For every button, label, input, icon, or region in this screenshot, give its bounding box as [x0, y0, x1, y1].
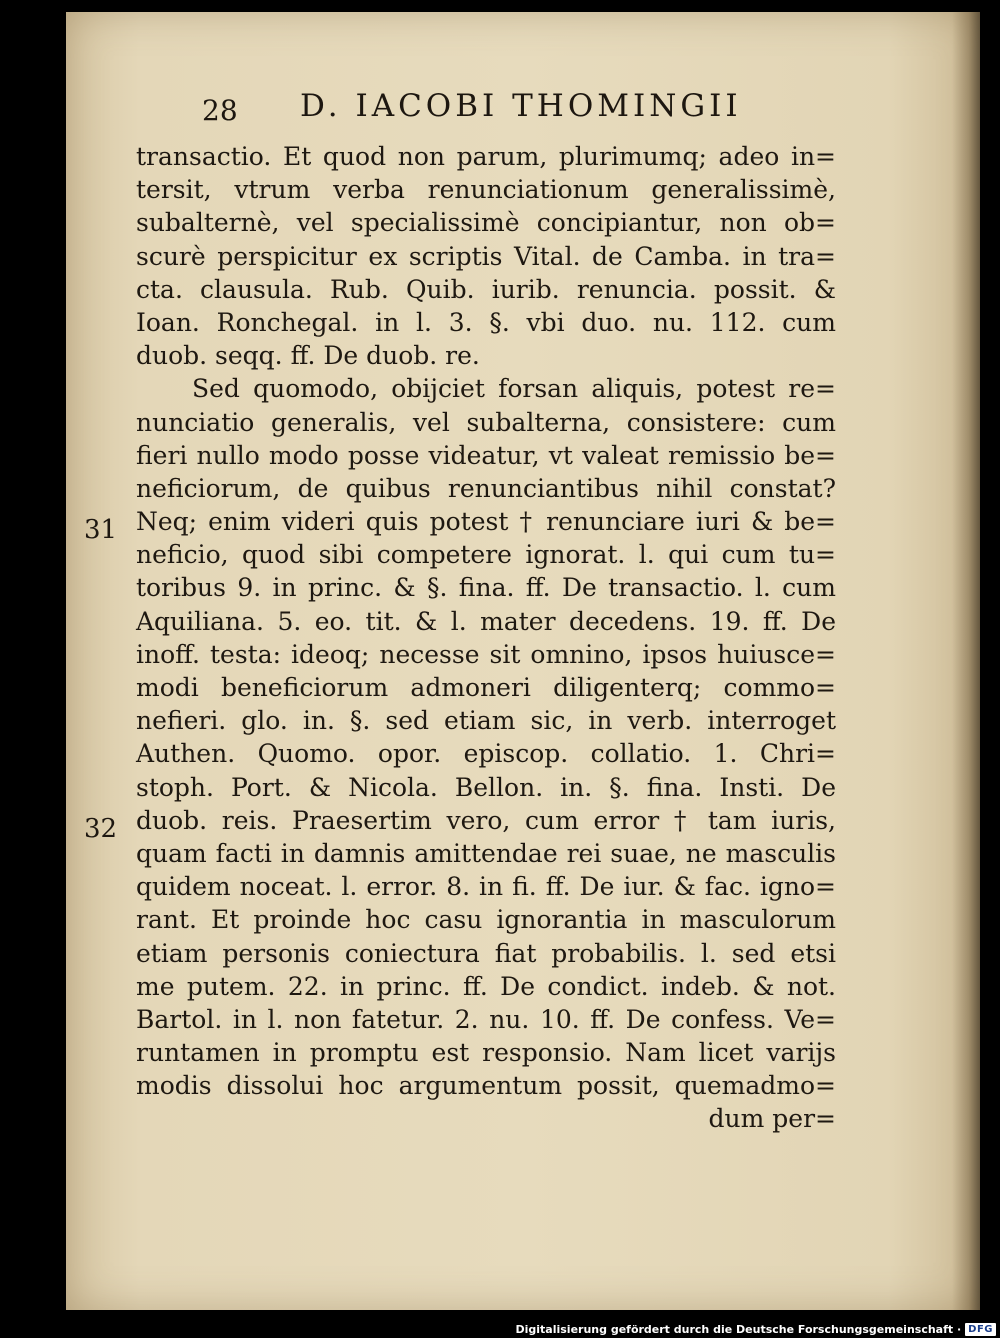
running-head: D. IACOBI THOMINGII [300, 88, 742, 124]
text-line: Sed quomodo, obijciet forsan aliquis, potest re= [192, 374, 836, 404]
text-line: Ioan. Ronchegal. in l. 3. §. vbi duo. nu. 112. cum [136, 307, 836, 337]
page-header [130, 88, 830, 132]
text-line: Authen. Quomo. opor. episcop. collatio. 1. Chri= [136, 739, 836, 769]
text-line: Bartol. in l. non fatetur. 2. nu. 10. ff. De confess. Ve= [136, 1004, 836, 1034]
text-line: tersit, vtrum verba renunciationum generalissimè, [136, 175, 836, 205]
text-line: rant. Et proinde hoc casu ignorantia in masculorum [136, 905, 836, 935]
text-line: subalternè, vel specialissimè concipiantur, non ob= [136, 208, 836, 238]
text-line: Aquiliana. 5. eo. tit. & l. mater decedens. 19. ff. De [136, 606, 836, 636]
page-gutter-shadow [952, 12, 980, 1310]
text-line: transactio. Et quod non parum, plurimumq; adeo in= [136, 142, 836, 171]
text-line: me putem. 22. in princ. ff. De condict. indeb. & not. [136, 971, 836, 1001]
body-text [136, 140, 836, 1136]
text-line: stoph. Port. & Nicola. Bellon. in. §. fina. Insti. De [136, 772, 836, 802]
text-line: neficio, quod sibi competere ignorat. l. qui cum tu= [136, 540, 836, 570]
text-line: duob. seqq. ff. De duob. re. [136, 341, 480, 371]
digitization-credit [515, 1323, 996, 1336]
text-line: inoff. testa: ideoq; necesse sit omnino, ipsos huiusce= [136, 639, 836, 669]
page-number: 28 [202, 94, 238, 127]
text-line: quidem noceat. l. error. 8. in fi. ff. De iur. & fac. igno= [136, 872, 836, 902]
text-line: fieri nullo modo posse videatur, vt valeat remissio be= [136, 440, 836, 470]
text-line: cta. clausula. Rub. Quib. iurib. renuncia. possit. & [136, 274, 836, 304]
dfg-logo-icon: DFG [965, 1323, 996, 1336]
text-line: etiam personis coniectura fiat probabilis. l. sed etsi [136, 938, 836, 968]
text-line: quam facti in damnis amittendae rei suae, ne masculis [136, 838, 836, 868]
text-line: toribus 9. in princ. & §. fina. ff. De transactio. l. cum [136, 573, 836, 603]
catchword: dum per= [708, 1104, 836, 1134]
text-line: modi beneficiorum admoneri diligenterq; commo= [136, 673, 836, 702]
text-line: duob. reis. Praesertim vero, cum error † tam iuris, [136, 805, 836, 835]
credit-text: Digitalisierung gefördert durch die Deutsche Forschungsgemeinschaft · [515, 1323, 962, 1336]
text-line: Neq; enim videri quis potest † renunciare iuri & be= [136, 507, 836, 537]
text-line: scurè perspicitur ex scriptis Vital. de Camba. in tra= [136, 241, 836, 271]
text-line: neficiorum, de quibus renunciantibus nihil constat? [136, 473, 836, 503]
text-line: modis dissolui hoc argumentum possit, quemadmo= [136, 1071, 836, 1101]
margin-number: 31 [84, 515, 118, 545]
text-line: nefieri. glo. in. §. sed etiam sic, in verb. interroget [136, 706, 836, 736]
text-line: runtamen in promptu est responsio. Nam licet varijs [136, 1038, 836, 1068]
margin-number: 32 [84, 814, 118, 844]
text-line: nunciatio generalis, vel subalterna, consistere: cum [136, 407, 836, 437]
